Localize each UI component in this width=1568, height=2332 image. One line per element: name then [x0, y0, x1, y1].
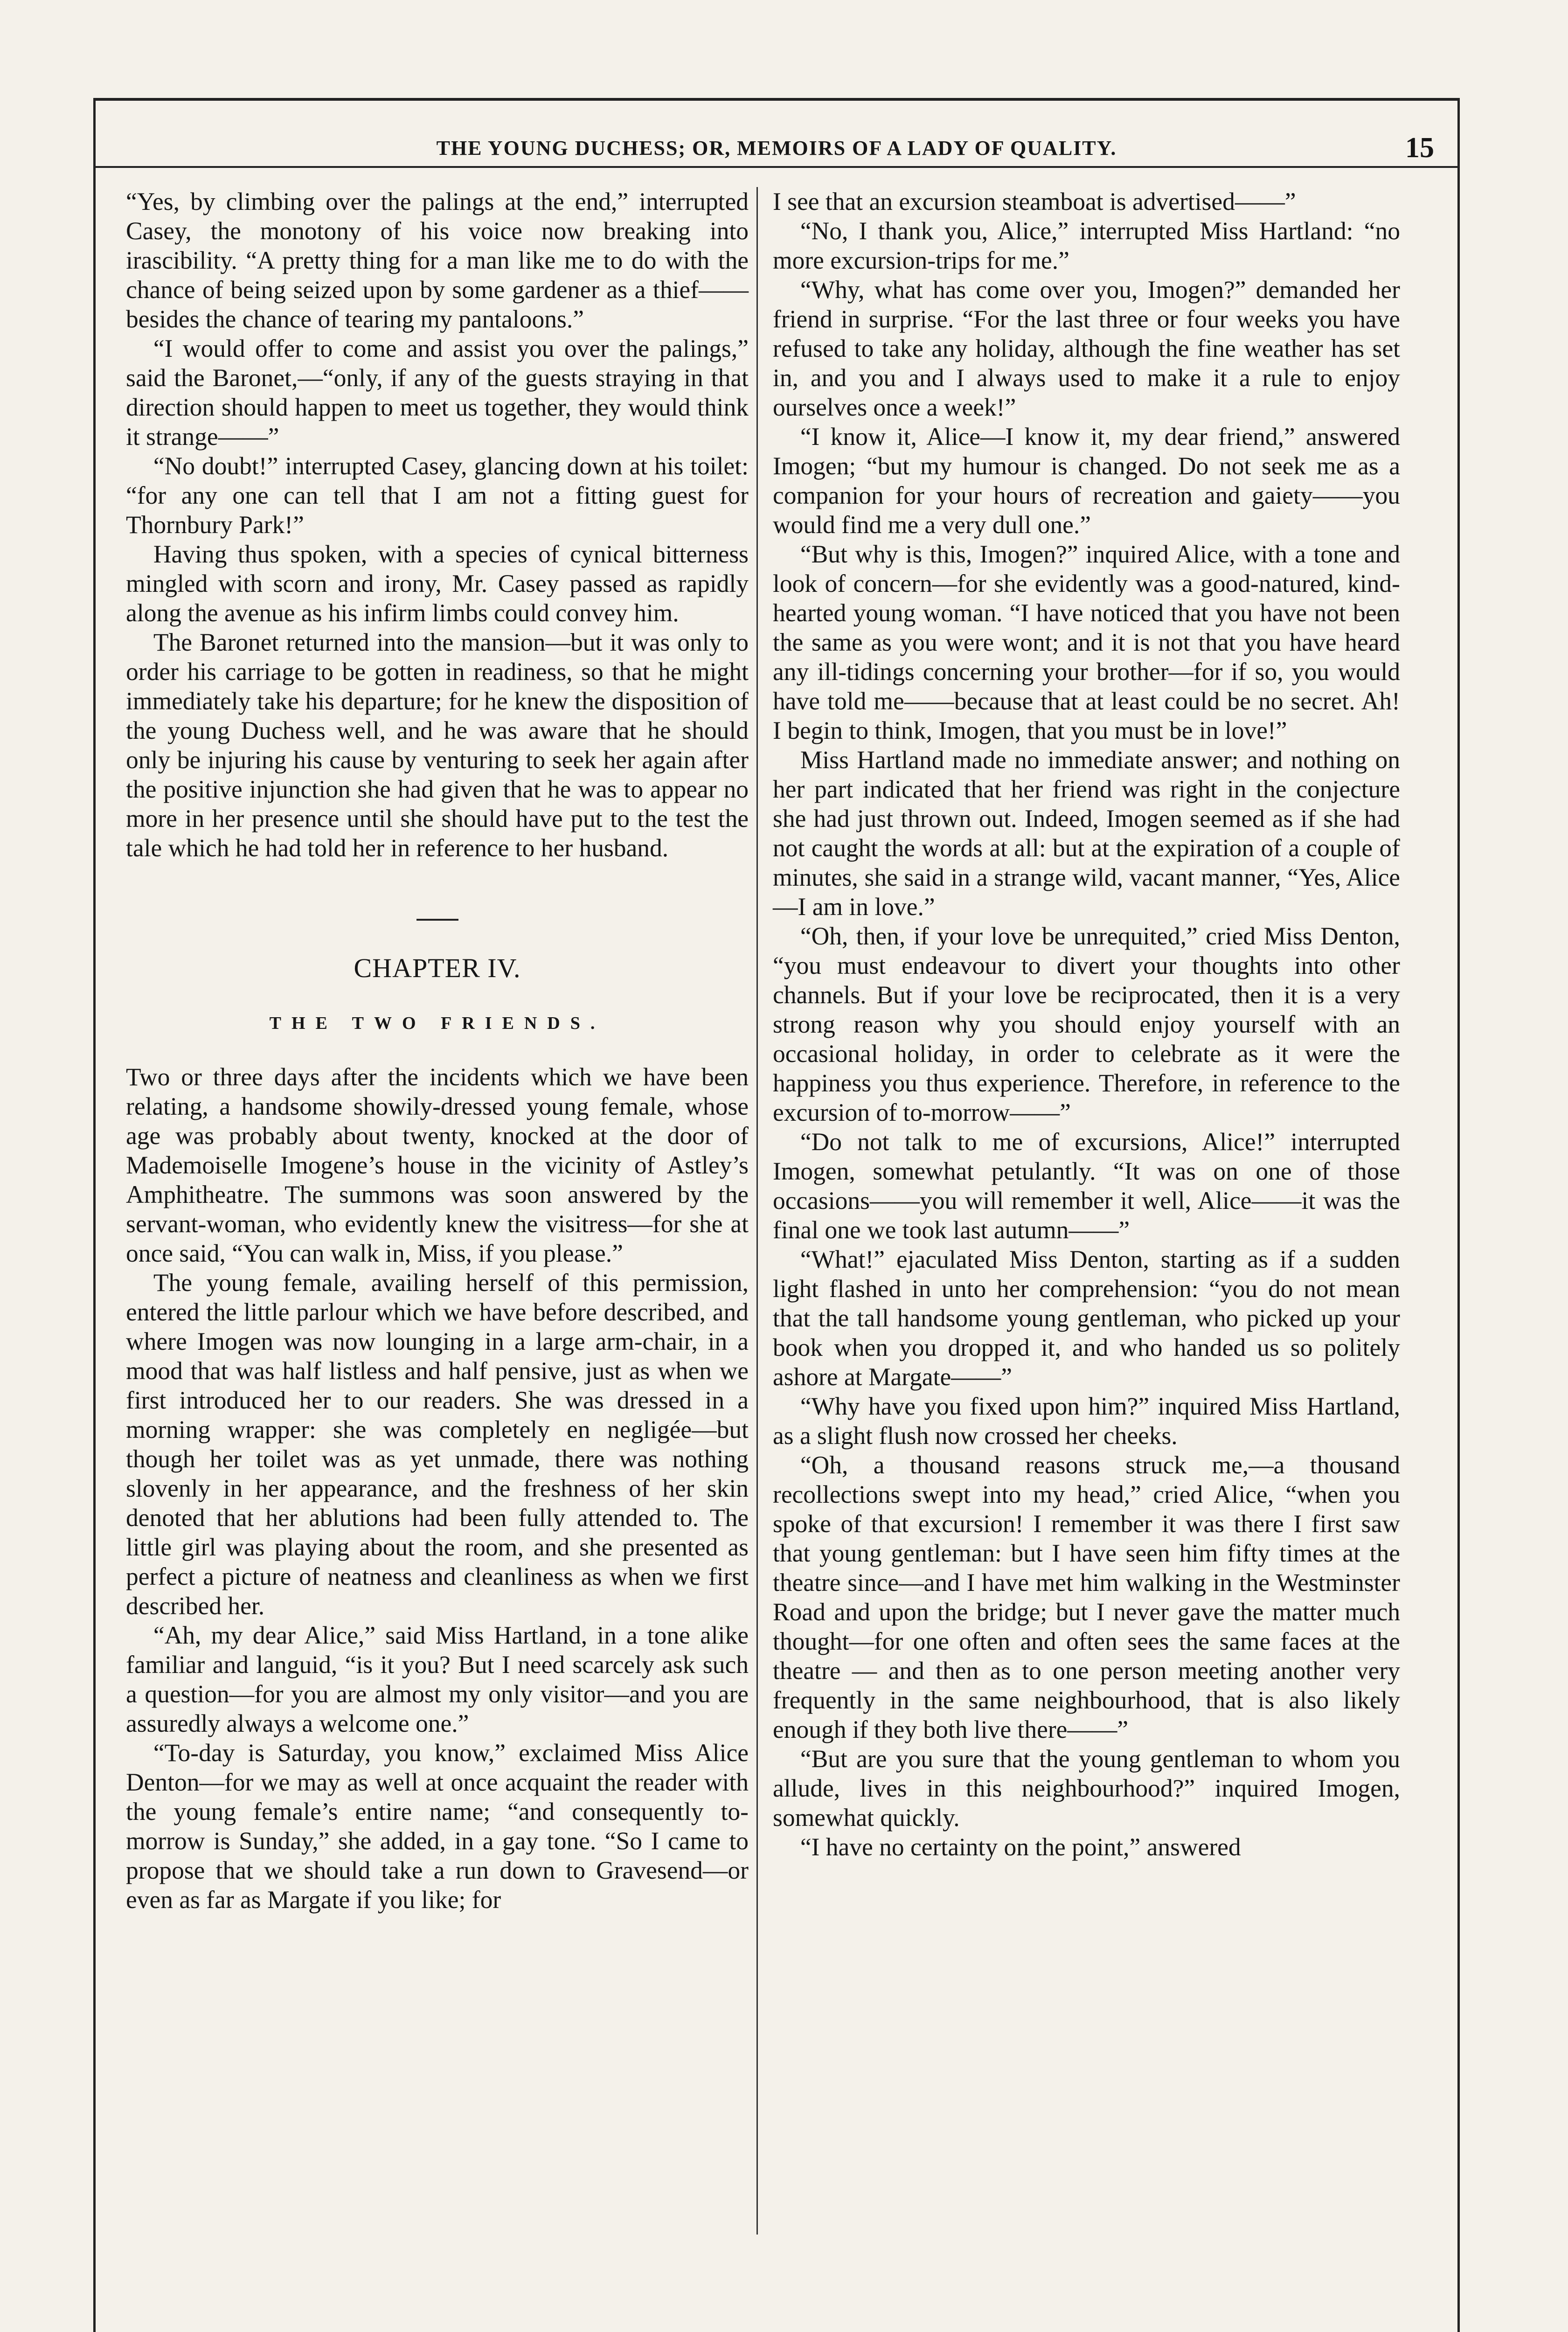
paragraph: The young female, availing herself of this permission, entered the little parlour which we have before described, and where Imogen was now lounging in a large arm-chair, in a mood that was half listless and half pensive, just as when we first introduced her to our readers. She was dressed in a morning wrapper: she was completely en negligée—but though her toilet was as yet unmade, there was nothing slovenly in her appearance, and the freshness of her skin denoted that her ablutions had been fully attended to. The little girl was playing about the room, and she presented as perfect a picture of neatness and cleanliness as when we first described her. — [126, 1269, 749, 1620]
paragraph: “Oh, then, if your love be unrequited,” cried Miss Denton, “you must endeavour to divert your thoughts into other channels. But if your love be reciprocated, then it is a very strong reason why you should enjoy yourself with an occasional holiday, in order to celebrate as it were the happiness you thus experience. Therefore, in reference to the excursion of to-morrow——” — [773, 922, 1400, 1126]
chapter-subtitle: THE TWO FRIENDS. — [269, 1013, 605, 1033]
paragraph: “I know it, Alice—I know it, my dear friend,” answered Imogen; “but my humour is changed. Do not seek me as a companion for your hours of recreation and gaiety——you would find me a very dull one.” — [773, 423, 1400, 539]
paragraph: Miss Hartland made no immediate answer; and nothing on her part indicated that her friend was right in the conjecture she had just thrown out. Indeed, Imogen seemed as if she had not caught the words at all: but at the expiration of a couple of minutes, she said in a strange wild, vacant manner, “Yes, Alice—I am in love.” — [773, 746, 1400, 921]
paragraph: “I would offer to come and assist you over the palings,” said the Baronet,—“only, if any of the guests straying in that direction should happen to meet us together, they would think it strange——” — [126, 334, 749, 451]
paragraph: “But are you sure that the young gentleman to whom you allude, lives in this neighbourhood?” inquired Imogen, somewhat quickly. — [773, 1745, 1400, 1832]
running-title: THE YOUNG DUCHESS; OR, MEMOIRS OF A LADY OF QUALITY. — [436, 137, 1117, 160]
paragraph: Having thus spoken, with a species of cynical bitterness mingled with scorn and irony, Mr. Casey passed as rapidly along the avenue as his infirm limbs could convey him. — [126, 540, 749, 627]
paragraph: “To-day is Saturday, you know,” exclaimed Miss Alice Denton—for we may as well at once acquaint the reader with the young female’s entire name; “and consequently to-morrow is Sunday,” she added, in a gay tone. “So I came to propose that we should take a run down to Gravesend—or even as far as Margate if you like; for — [126, 1739, 749, 1914]
paragraph: “But why is this, Imogen?” inquired Alice, with a tone and look of concern—for she evidently was a good-natured, kind-hearted young woman. “I have noticed that you have not been the same as you were wont; and it is not that you have heard any ill-tidings concerning your brother—for if so, you would have told me——because that at least could be no secret. Ah! I begin to think, Imogen, that you must be in love!” — [773, 540, 1400, 744]
paragraph: “Do not talk to me of excursions, Alice!” interrupted Imogen, somewhat petulantly. “It was on one of those occasions——you will remember it well, Alice——it was the final one we took last autumn——” — [773, 1128, 1400, 1244]
paragraph: I see that an excursion steamboat is advertised——” — [773, 187, 1296, 215]
running-head — [96, 129, 1457, 168]
paragraph: “Yes, by climbing over the palings at the end,” interrupted Casey, the monotony of his voice now breaking into irascibility. “A pretty thing for a man like me to do with the chance of being seized upon by some gardener as a thief——besides the chance of tearing my pantaloons.” — [126, 187, 749, 333]
paragraph: “Ah, my dear Alice,” said Miss Hartland, in a tone alike familiar and languid, “is it you? But I need scarcely ask such a question—for you are almost my only visitor—and you are assuredly always a welcome one.” — [126, 1621, 749, 1737]
paragraph: “I have no certainty on the point,” answered — [800, 1833, 1241, 1861]
column-rule — [756, 187, 758, 2235]
paragraph: Two or three days after the incidents which we have been relating, a handsome showily-dressed young female, whose age was probably about twenty, knocked at the door of Mademoiselle Imogene’s house in the vicinity of Astley’s Amphitheatre. The summons was soon answered by the servant-woman, who evidently knew the visitress—for she at once said, “You can walk in, Miss, if you please.” — [126, 1063, 749, 1267]
paragraph: The Baronet returned into the mansion—but it was only to order his carriage to be gotten in readiness, so that he might immediately take his departure; for he knew the disposition of the young Duchess well, and he was aware that he should only be injuring his cause by venturing to seek her again after the positive injunction she had given that he was to appear no more in her presence until she should have put to the test the tale which he had told her in reference to her husband. — [126, 628, 749, 862]
chapter-divider — [416, 919, 458, 921]
paragraph: “No, I thank you, Alice,” interrupted Miss Hartland: “no more excursion-trips for me.” — [773, 217, 1400, 274]
chapter-title: CHAPTER IV. — [354, 953, 521, 983]
page-number: 15 — [1405, 132, 1434, 164]
paragraph: “Why, what has come over you, Imogen?” demanded her friend in surprise. “For the last three or four weeks you have refused to take any holiday, although the fine weather has set in, and you and I always used to make it a rule to enjoy ourselves once a week!” — [773, 276, 1400, 421]
paragraph: “Why have you fixed upon him?” inquired Miss Hartland, as a slight flush now crossed her cheeks. — [773, 1392, 1400, 1450]
paragraph: “What!” ejaculated Miss Denton, starting as if a sudden light flashed in unto her comprehension: “you do not mean that the tall handsome young gentleman, who picked up your book when you dropped it, and who handed us so politely ashore at Margate——” — [773, 1245, 1400, 1391]
paragraph: “Oh, a thousand reasons struck me,—a thousand recollections swept into my head,” cried Alice, “when you spoke of that excursion! I remember it was there I first saw that young gentleman: but I have seen him fifty times at the theatre since—and I have met him walking in the Westminster Road and upon the bridge; but I never gave the matter much thought—for one often and often sees the same faces at the theatre — and then as to one person meeting another very frequently in the same neighbourhood, that is also likely enough if they both live there——” — [773, 1451, 1400, 1743]
right-column — [773, 187, 1400, 1862]
paragraph: “No doubt!” interrupted Casey, glancing down at his toilet: “for any one can tell that I am not a fitting guest for Thornbury Park!” — [126, 452, 749, 539]
left-column — [126, 187, 749, 1915]
page-frame — [93, 98, 1460, 2332]
